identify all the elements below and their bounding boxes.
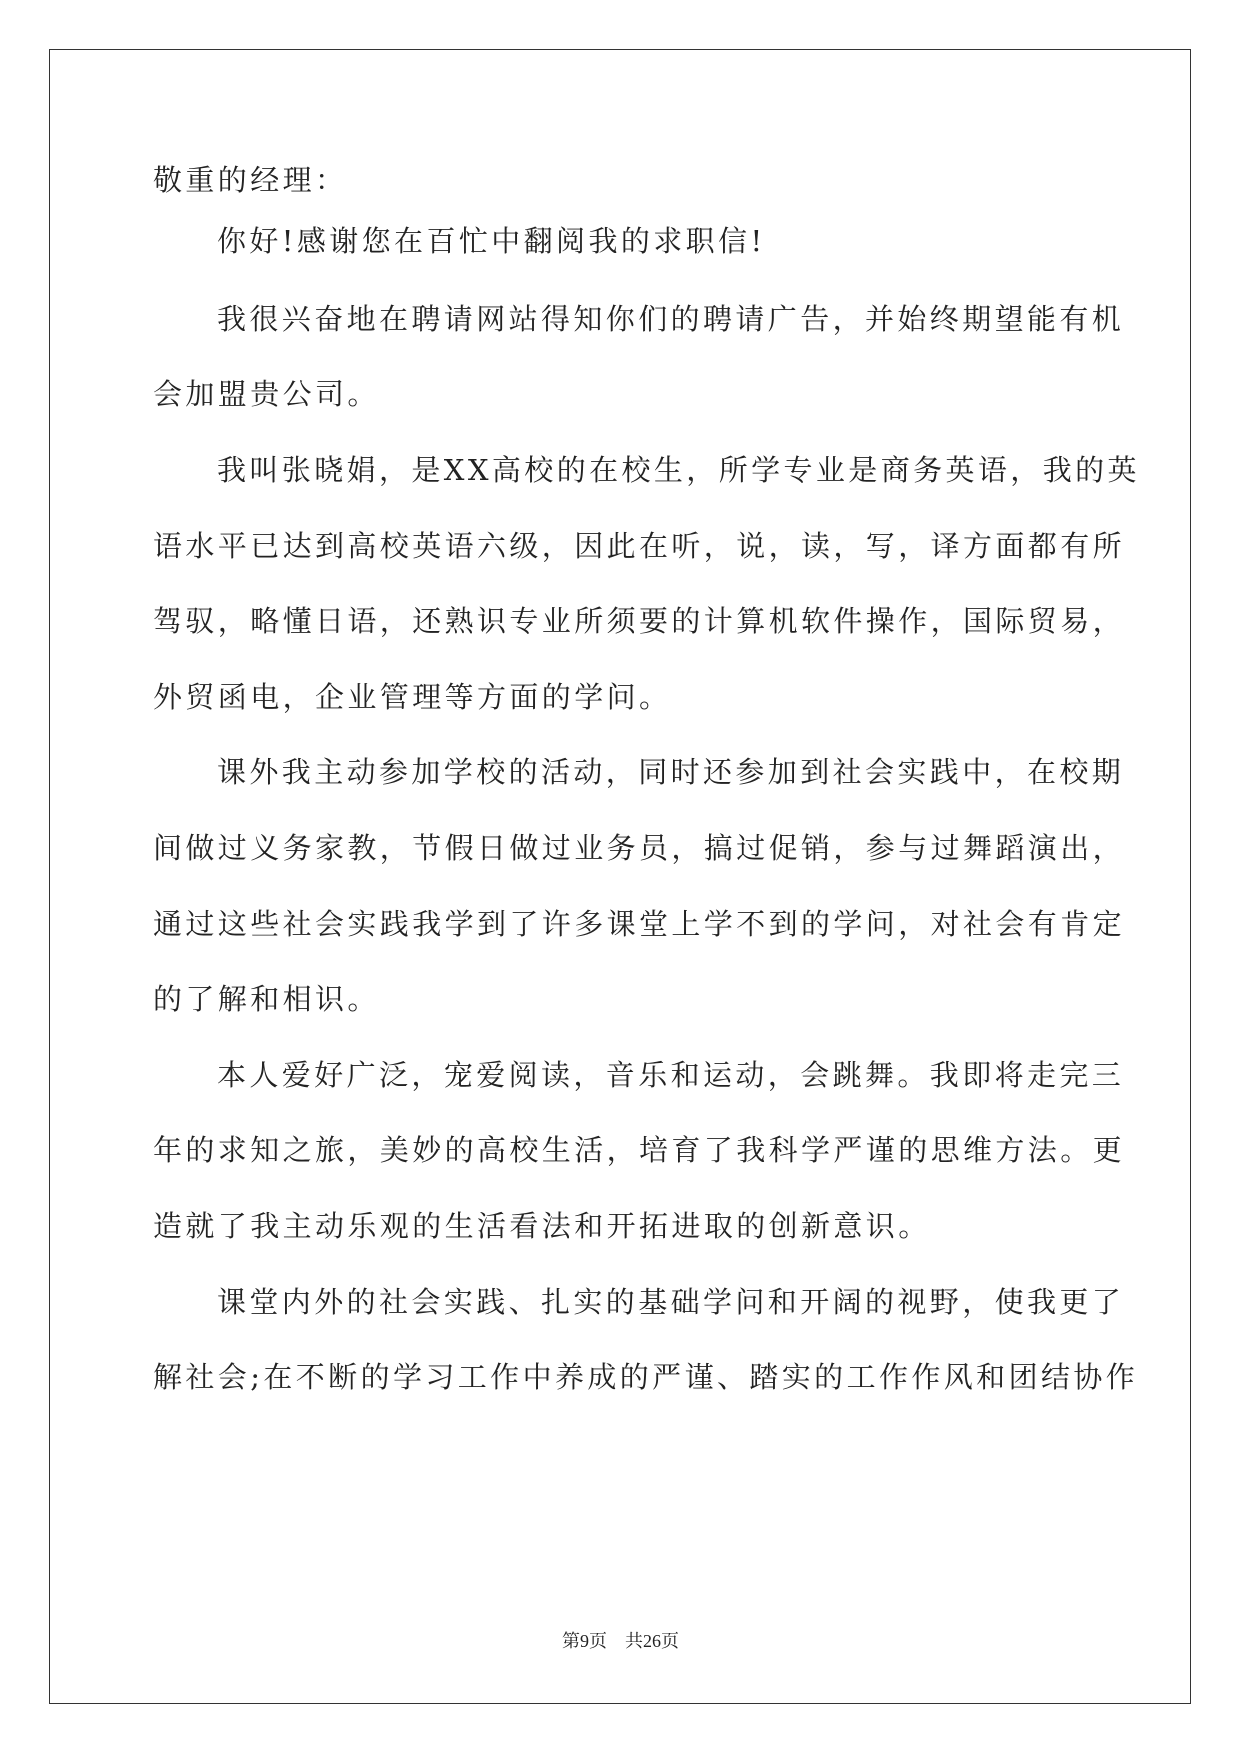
- paragraph-line: 语水平已达到高校英语六级，因此在听，说，读，写，译方面都有所: [153, 529, 1126, 563]
- paragraph-line: 课堂内外的社会实践、扎实的基础学问和开阔的视野，使我更了: [217, 1285, 1125, 1319]
- total-prefix: 共: [625, 1631, 643, 1651]
- page-suffix: 页: [589, 1631, 607, 1651]
- paragraph-line: 我叫张晓娟，是XX高校的在校生，所学专业是商务英语，我的英: [217, 453, 1140, 487]
- page-prefix: 第: [562, 1631, 580, 1651]
- paragraph-line: 通过这些社会实践我学到了许多课堂上学不到的学问，对社会有肯定: [153, 907, 1126, 941]
- paragraph-line: 的了解和相识。: [153, 982, 380, 1016]
- total-suffix: 页: [661, 1631, 679, 1651]
- page-footer: [0, 1627, 1241, 1653]
- paragraph-line: 解社会;在不断的学习工作中养成的严谨、踏实的工作作风和团结协作: [153, 1360, 1139, 1394]
- paragraph-line: 驾驭，略懂日语，还熟识专业所须要的计算机软件操作，国际贸易，: [153, 604, 1126, 638]
- paragraph-line: 我很兴奋地在聘请网站得知你们的聘请广告，并始终期望能有机: [217, 302, 1125, 336]
- paragraph-line: 课外我主动参加学校的活动，同时还参加到社会实践中，在校期: [217, 755, 1125, 789]
- page-number: 9: [580, 1631, 589, 1651]
- paragraph-line: 造就了我主动乐观的生活看法和开拓进取的创新意识。: [153, 1209, 931, 1243]
- paragraph-line: 本人爱好广泛，宠爱阅读，音乐和运动，会跳舞。我即将走完三: [217, 1058, 1125, 1092]
- page-border: [49, 49, 1191, 1704]
- paragraph-line: 你好!感谢您在百忙中翻阅我的求职信!: [217, 224, 766, 258]
- paragraph-line: 年的求知之旅，美妙的高校生活，培育了我科学严谨的思维方法。更: [153, 1133, 1126, 1167]
- paragraph-line: 会加盟贵公司。: [153, 377, 380, 411]
- paragraph-line: 间做过义务家教，节假日做过业务员，搞过促销，参与过舞蹈演出，: [153, 831, 1126, 865]
- paragraph-line: 外贸函电，企业管理等方面的学问。: [153, 680, 672, 714]
- salutation: 敬重的经理：: [153, 163, 348, 197]
- total-pages: 26: [643, 1631, 661, 1651]
